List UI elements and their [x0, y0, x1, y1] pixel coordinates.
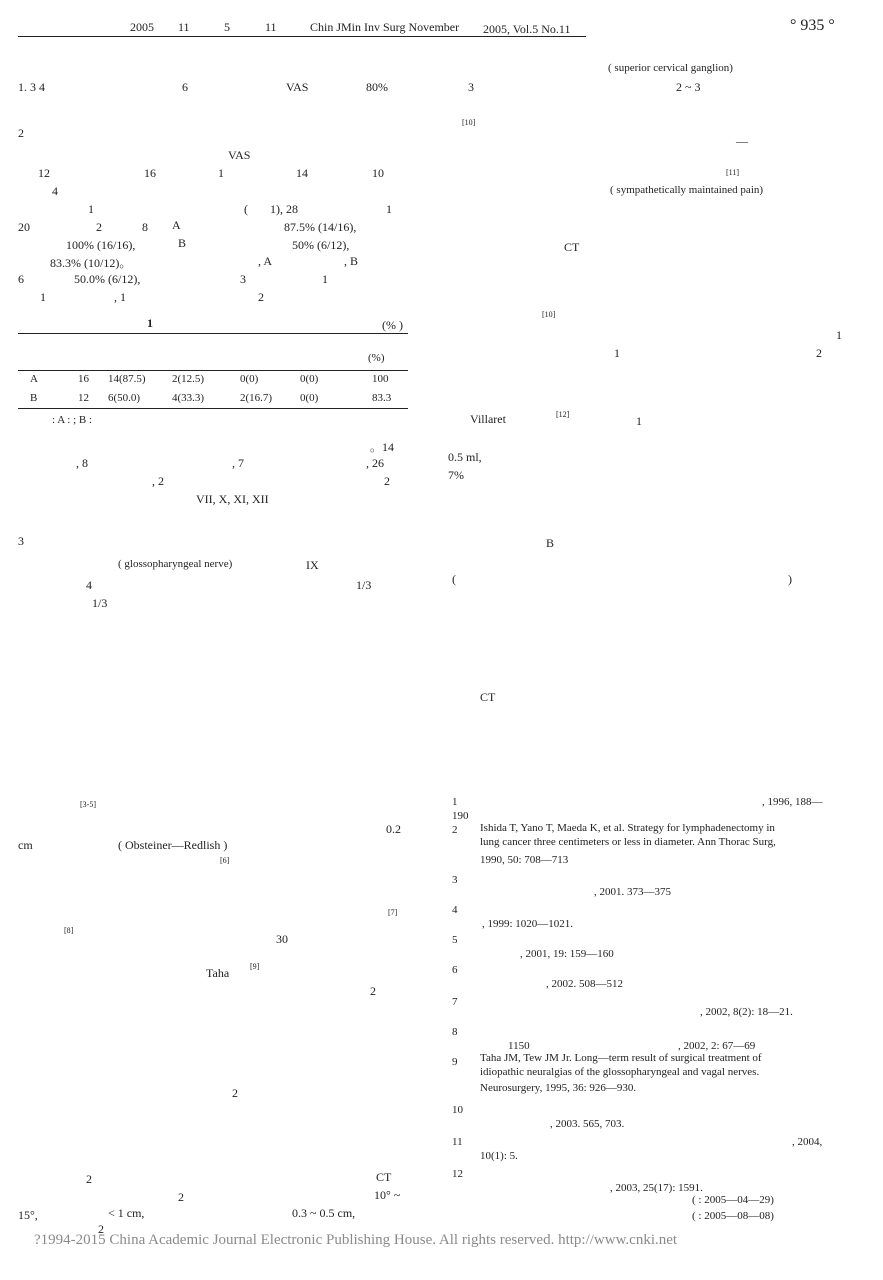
text: 1 [88, 202, 94, 216]
section-heading: 2 [18, 126, 24, 140]
table-cell: 6(50.0) [108, 392, 141, 404]
text: 2 [98, 1222, 104, 1236]
citation: [3-5] [80, 800, 96, 809]
text: 2 [384, 474, 390, 488]
text: 1 [386, 202, 392, 216]
figure-ref: 1), 28 [270, 202, 298, 216]
header-rule [18, 36, 586, 37]
reference-line: , 2002. 508—512 [546, 978, 623, 990]
header-journal: Chin JMin Inv Surg November [310, 20, 460, 34]
text: CT [480, 690, 496, 704]
text: 100% (16/16), [66, 238, 136, 252]
citation: [10] [542, 310, 556, 319]
table-cell: 2(12.5) [172, 373, 205, 385]
text: cm [18, 838, 33, 852]
text: 2 [178, 1190, 184, 1204]
table-mid-rule [18, 370, 408, 371]
reference-number: 10 [452, 1104, 463, 1116]
reference-number: 2 [452, 824, 458, 836]
text: 6 [18, 272, 24, 286]
text: 0.2 [386, 822, 401, 836]
reference-line: , 1999: 1020—1021. [482, 918, 574, 930]
text: 4 [86, 578, 92, 592]
text: A [172, 218, 181, 232]
table-cell: 100 [372, 373, 389, 385]
header-vol-no: 2005, Vol.5 No.11 [483, 22, 571, 36]
table-header-unit: (%) [368, 352, 385, 364]
text: 1 [40, 290, 46, 304]
text: 87.5% (14/16), [284, 220, 357, 234]
table-top-rule [18, 333, 408, 334]
table-cell: 12 [78, 392, 89, 404]
text: 2 [86, 1172, 92, 1186]
text: ( superior cervical ganglion) [608, 62, 733, 74]
reference-line: 1150 [508, 1040, 530, 1052]
header-volume: 5 [224, 20, 230, 34]
text: B [546, 536, 555, 550]
table-cell: 16 [78, 373, 89, 385]
text: < 1 cm, [108, 1206, 145, 1220]
section-heading: 1. 3 4 [18, 80, 45, 94]
table-cell: B [30, 392, 38, 404]
text: 2 [96, 220, 102, 234]
text: 1 [836, 328, 842, 342]
text: 30 [276, 932, 288, 946]
text: ( [244, 202, 248, 216]
page-number: ° 935 ° [790, 17, 835, 34]
text: 10 [372, 166, 384, 180]
text: 。14 [370, 440, 395, 454]
citation: [6] [220, 856, 230, 865]
reference-number: 8 [452, 1026, 458, 1038]
text: 1 [322, 272, 328, 286]
text: 1 [218, 166, 224, 180]
reference-line: , 2002, 8(2): 18—21. [700, 1006, 793, 1018]
text: , 1 [114, 290, 126, 304]
reference-number: 6 [452, 964, 458, 976]
reference-line: idiopathic neuralgias of the glossopharyngeal and vagal nerves. [480, 1066, 760, 1078]
text: ) [788, 572, 792, 586]
text: 8 [142, 220, 148, 234]
text: 10° ~ [374, 1188, 401, 1202]
text: 83.3% (10/12)。 [50, 256, 132, 270]
text: 14 [296, 166, 308, 180]
text: , 26 [366, 456, 384, 470]
text: VAS [286, 80, 309, 94]
text: 3 [468, 80, 474, 94]
reference-line: Ishida T, Yano T, Maeda K, et al. Strategy for lymphadenectomy in [480, 822, 775, 834]
text: Taha [206, 966, 230, 980]
reference-line: Taha JM, Tew JM Jr. Long—term result of surgical treatment of [480, 1052, 762, 1064]
citation: [12] [556, 410, 570, 419]
text: VII, X, XI, XII [196, 492, 269, 506]
table-title: 1 [147, 316, 153, 330]
text: CT [564, 240, 580, 254]
table-cell: 0(0) [300, 392, 319, 404]
reference-line: 190 [452, 810, 469, 822]
text: , B [344, 254, 359, 268]
text: , 2 [152, 474, 164, 488]
text: 2 [232, 1086, 238, 1100]
text: 2 [258, 290, 264, 304]
reference-line: 10(1): 5. [480, 1150, 518, 1162]
reference-number: 11 [452, 1136, 463, 1148]
text: , 7 [232, 456, 244, 470]
table-note: : A : ; B : [52, 414, 93, 426]
reference-number: 9 [452, 1056, 458, 1068]
reference-number: 7 [452, 996, 458, 1008]
text: B [178, 236, 187, 250]
reference-line: , 2003, 25(17): 1591. [610, 1182, 703, 1194]
text: 7% [448, 468, 464, 482]
reference-line: Neurosurgery, 1995, 36: 926—930. [480, 1082, 637, 1094]
reference-line: 1990, 50: 708—713 [480, 854, 569, 866]
header-issue: 11 [265, 20, 277, 34]
copyright-footer: ?1994-2015 China Academic Journal Electronic Publishing House. All rights reserved. http://www.cnki.net [34, 1232, 678, 1248]
text: 1/3 [356, 578, 372, 592]
text: — [736, 134, 748, 148]
text: 15°, [18, 1208, 38, 1222]
text: 1 [614, 346, 620, 360]
citation: [10] [462, 118, 476, 127]
text: 0.3 ~ 0.5 cm, [292, 1206, 356, 1220]
reference-line: , 2002, 2: 67—69 [678, 1040, 756, 1052]
table-cell: 0(0) [300, 373, 319, 385]
text: ( [452, 572, 456, 586]
text: , A [258, 254, 273, 268]
table-cell: 2(16.7) [240, 392, 273, 404]
citation: [8] [64, 926, 74, 935]
section-heading: 3 [18, 534, 24, 548]
text: 0.5 ml, [448, 450, 482, 464]
reference-line: , 2001, 19: 159—160 [520, 948, 614, 960]
citation: [7] [388, 908, 398, 917]
text: 6 [182, 80, 188, 94]
text: ( glossopharyngeal nerve) [118, 558, 233, 570]
header-month: 11 [178, 20, 190, 34]
text: , 8 [76, 456, 88, 470]
text: 50.0% (6/12), [74, 272, 141, 286]
text: 50% (6/12), [292, 238, 350, 252]
text: 2 [816, 346, 822, 360]
reference-line: , 2004, [792, 1136, 823, 1148]
text: ( sympathetically maintained pain) [610, 184, 764, 196]
text: 1 [636, 414, 642, 428]
reference-number: 4 [452, 904, 458, 916]
reference-number: 5 [452, 934, 458, 946]
table-cell: 14(87.5) [108, 373, 146, 385]
text: VAS [228, 148, 251, 162]
reference-number: 3 [452, 874, 458, 886]
text: 12 [38, 166, 50, 180]
table-unit: (% ) [382, 318, 403, 332]
reference-number: 1 [452, 796, 458, 808]
received-date: ( : 2005—04—29) [692, 1194, 774, 1206]
text: IX [306, 558, 319, 572]
text: 1/3 [92, 596, 108, 610]
reference-number: 12 [452, 1168, 463, 1180]
text: 20 [18, 220, 30, 234]
text: Villaret [470, 412, 506, 426]
revised-date: ( : 2005—08—08) [692, 1210, 774, 1222]
text: 3 [240, 272, 246, 286]
reference-line: , 2003. 565, 703. [550, 1118, 625, 1130]
reference-line: lung cancer three centimeters or less in diameter. Ann Thorac Surg, [480, 836, 776, 848]
table-cell: 83.3 [372, 392, 392, 404]
table-cell: 0(0) [240, 373, 259, 385]
citation: [11] [726, 168, 740, 177]
citation: [9] [250, 962, 260, 971]
text: 80% [366, 80, 388, 94]
table-cell: 4(33.3) [172, 392, 205, 404]
table-cell: A [30, 373, 38, 385]
header-year: 2005 [130, 20, 154, 34]
text: ( Obsteiner—Redlish ) [118, 838, 228, 852]
text: 4 [52, 184, 58, 198]
reference-line: , 2001. 373—375 [594, 886, 671, 898]
table-bottom-rule [18, 408, 408, 409]
text: 2 [370, 984, 376, 998]
text: 2 ~ 3 [676, 80, 701, 94]
text: 16 [144, 166, 156, 180]
reference-line: , 1996, 188— [762, 796, 823, 808]
text: CT [376, 1170, 392, 1184]
